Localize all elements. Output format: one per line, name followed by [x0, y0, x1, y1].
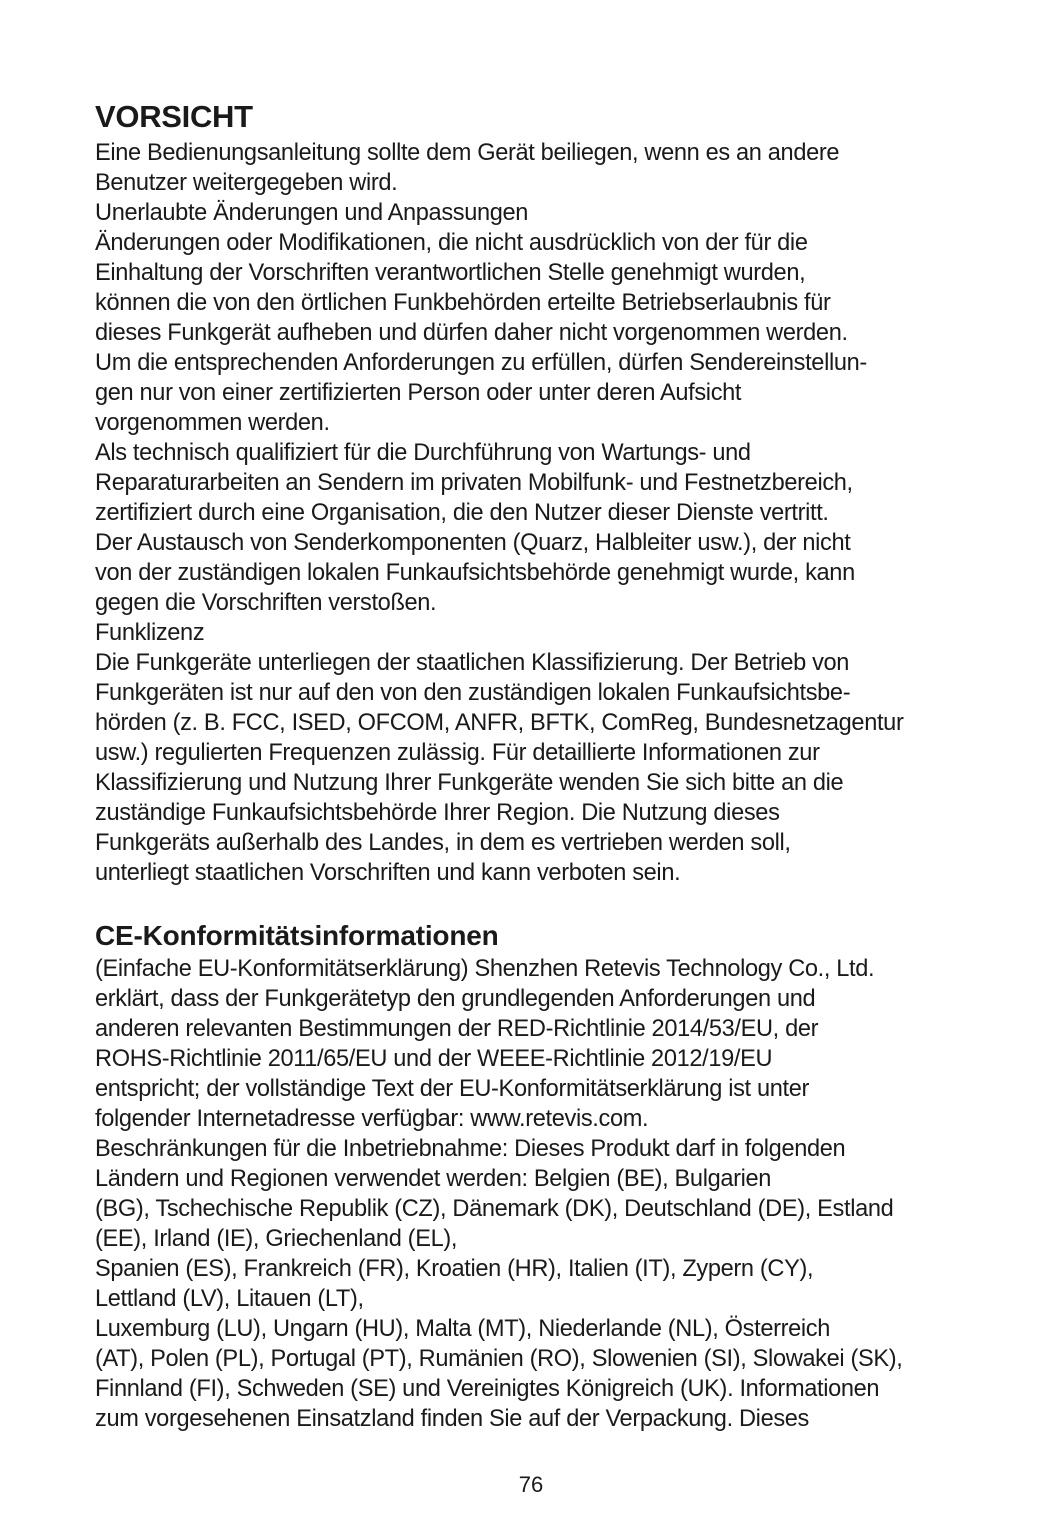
text-line: unterliegt staatlichen Vorschriften und kann verboten sein. [95, 860, 681, 886]
manual-page [95, 96, 975, 1434]
text-line: gegen die Vorschriften verstoßen. [95, 590, 437, 616]
text-line: Funkgeräts außerhalb des Landes, in dem es vertrieben werden soll, [95, 830, 791, 856]
text-line: erklärt, dass der Funkgerätetyp den grundlegenden Anforderungen und [95, 986, 816, 1012]
text-line: usw.) regulierten Frequenzen zulässig. Für detaillierte Informationen zur [95, 740, 820, 766]
text-line: Um die entsprechenden Anforderungen zu erfüllen, dürfen Sendereinstellun- [95, 350, 867, 376]
text-line: (EE), Irland (IE), Griechenland (EL), [95, 1226, 458, 1252]
text-line: Beschränkungen für die Inbetriebnahme: Dieses Produkt darf in folgenden [95, 1136, 846, 1162]
text-line: können die von den örtlichen Funkbehörden erteilte Betriebserlaubnis für [95, 290, 831, 316]
text-line: Eine Bedienungsanleitung sollte dem Gerät beiliegen, wenn es an andere [95, 140, 840, 166]
text-line: Spanien (ES), Frankreich (FR), Kroatien (HR), Italien (IT), Zypern (CY), [95, 1256, 814, 1282]
text-line: Funkgeräten ist nur auf den von den zuständigen lokalen Funkaufsichtsbe- [95, 680, 851, 706]
text-line: Änderungen oder Modifikationen, die nicht ausdrücklich von der für die [95, 230, 808, 256]
text-line: vorgenommen werden. [95, 410, 330, 436]
text-line: dieses Funkgerät aufheben und dürfen daher nicht vorgenommen werden. [95, 320, 848, 346]
text-line: Finnland (FI), Schweden (SE) und Vereinigtes Königreich (UK). Informationen [95, 1376, 880, 1402]
section-heading-vorsicht: VORSICHT [95, 99, 253, 134]
text-line: entspricht; der vollständige Text der EU-Konformitätserklärung ist unter [95, 1076, 809, 1102]
text-line: von der zuständigen lokalen Funkaufsichtsbehörde genehmigt wurde, kann [95, 560, 855, 586]
text-line: zuständige Funkaufsichtsbehörde Ihrer Region. Die Nutzung dieses [95, 800, 780, 826]
text-line: folgender Internetadresse verfügbar: www.retevis.com. [95, 1106, 649, 1132]
text-line: anderen relevanten Bestimmungen der RED-Richtlinie 2014/53/EU, der [95, 1016, 819, 1042]
text-line: Klassifizierung und Nutzung Ihrer Funkgeräte wenden Sie sich bitte an die [95, 770, 844, 796]
section-gap [95, 888, 975, 918]
text-line: Benutzer weitergegeben wird. [95, 170, 398, 196]
text-line: Funklizenz [95, 620, 205, 646]
text-line: zertifiziert durch eine Organisation, die den Nutzer dieser Dienste vertritt. [95, 500, 829, 526]
text-line: zum vorgesehenen Einsatzland finden Sie auf der Verpackung. Dieses [95, 1406, 810, 1432]
section-heading-ce: CE-Konformitätsinformationen [95, 920, 499, 951]
text-line: (BG), Tschechische Republik (CZ), Dänemark (DK), Deutschland (DE), Estland [95, 1196, 894, 1222]
ce-body [95, 954, 975, 1434]
text-line: (Einfache EU-Konformitätserklärung) Shenzhen Retevis Technology Co., Ltd. [95, 956, 875, 982]
vorsicht-body [95, 138, 975, 888]
text-line: gen nur von einer zertifizierten Person oder unter deren Aufsicht [95, 380, 742, 406]
text-line: hörden (z. B. FCC, ISED, OFCOM, ANFR, BFTK, ComReg, Bundesnetzagentur [95, 710, 904, 736]
text-line: (AT), Polen (PL), Portugal (PT), Rumänien (RO), Slowenien (SI), Slowakei (SK), [95, 1346, 903, 1372]
text-line: Reparaturarbeiten an Sendern im privaten Mobilfunk- und Festnetzbereich, [95, 470, 853, 496]
text-line: Ländern und Regionen verwendet werden: Belgien (BE), Bulgarien [95, 1166, 772, 1192]
text-line: Lettland (LV), Litauen (LT), [95, 1286, 364, 1312]
text-line: Unerlaubte Änderungen und Anpassungen [95, 200, 529, 226]
text-line: Die Funkgeräte unterliegen der staatlichen Klassifizierung. Der Betrieb von [95, 650, 850, 676]
text-line: ROHS-Richtlinie 2011/65/EU und der WEEE-Richtlinie 2012/19/EU [95, 1046, 773, 1072]
text-line: Der Austausch von Senderkomponenten (Quarz, Halbleiter usw.), der nicht [95, 530, 851, 556]
text-line: Einhaltung der Vorschriften verantwortlichen Stelle genehmigt wurden, [95, 260, 806, 286]
text-line: Als technisch qualifiziert für die Durchführung von Wartungs- und [95, 440, 751, 466]
page-number: 76 [518, 1472, 544, 1497]
text-line: Luxemburg (LU), Ungarn (HU), Malta (MT), Niederlande (NL), Österreich [95, 1316, 830, 1342]
